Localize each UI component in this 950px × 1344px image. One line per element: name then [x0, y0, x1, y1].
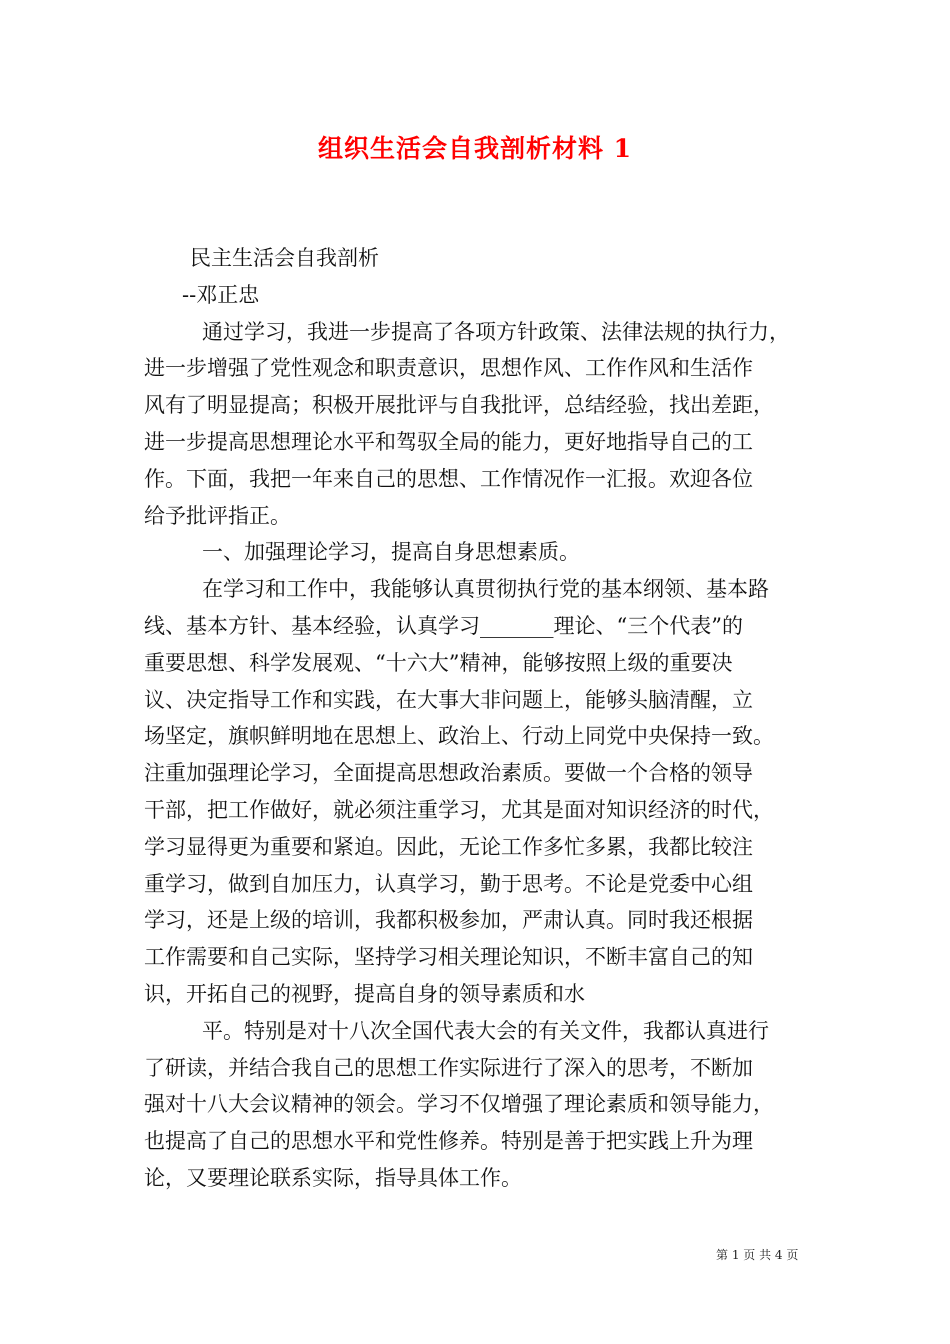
document-body [144, 240, 809, 1197]
paragraph-line: 强对十八大会议精神的领会。学习不仅增强了理论素质和领导能力， [144, 1092, 774, 1117]
paragraph-line: 平。特别是对十八次全国代表大会的有关文件，我都认真进行 [202, 1018, 769, 1043]
paragraph-line: 线、基本方针、基本经验，认真学习_______理论、“三个代表”的 [144, 613, 743, 638]
paragraph-line: 学习，还是上级的培训，我都积极参加，严肃认真。同时我还根据 [144, 908, 753, 933]
paragraph-line: 给予批评指正。 [144, 503, 291, 528]
paragraph-line: 工作需要和自己实际，坚持学习相关理论知识，不断丰富自己的知 [144, 945, 753, 970]
paragraph-line: 重要思想、科学发展观、“十六大”精神，能够按照上级的重要决 [144, 650, 733, 675]
author-line: --邓正忠 [182, 282, 260, 307]
paragraph-line: 场坚定，旗帜鲜明地在思想上、政治上、行动上同党中央保持一致。 [144, 724, 774, 749]
paragraph-line: 也提高了自己的思想水平和党性修养。特别是善于把实践上升为理 [144, 1129, 753, 1154]
paragraph-line: 风有了明显提高；积极开展批评与自我批评，总结经验，找出差距， [144, 393, 774, 418]
paragraph-line: 干部，把工作做好，就必须注重学习，尤其是面对知识经济的时代， [144, 797, 774, 822]
paragraph-line: 通过学习，我进一步提高了各项方针政策、法律法规的执行力， [202, 319, 790, 344]
page-number-footer: 第 1 页 共 4 页 [716, 1248, 799, 1262]
paragraph-line: 重学习，做到自加压力，认真学习，勤于思考。不论是党委中心组 [144, 871, 753, 896]
paragraph-line: 进一步提高思想理论水平和驾驭全局的能力，更好地指导自己的工 [144, 429, 753, 454]
paragraph-line: 议、决定指导工作和实践，在大事大非问题上，能够头脑清醒，立 [144, 687, 753, 712]
paragraph-line: 论，又要理论联系实际，指导具体工作。 [144, 1165, 522, 1190]
paragraph-line: 了研读，并结合我自己的思想工作实际进行了深入的思考，不断加 [144, 1055, 753, 1080]
paragraph-line: 注重加强理论学习，全面提高思想政治素质。要做一个合格的领导 [144, 761, 753, 786]
section-heading: 一、加强理论学习，提高自身思想素质。 [202, 540, 580, 565]
document-title: 组织生活会自我剖析材料 1 [317, 134, 633, 163]
paragraph-line: 进一步增强了党性观念和职责意识，思想作风、工作作风和生活作 [144, 356, 753, 381]
paragraph-line: 识，开拓自己的视野，提高自身的领导素质和水 [144, 981, 585, 1006]
paragraph-line: 学习显得更为重要和紧迫。因此，无论工作多忙多累，我都比较注 [144, 834, 753, 859]
paragraph-line: 作。下面，我把一年来自己的思想、工作情况作一汇报。欢迎各位 [144, 466, 753, 491]
subtitle-line: 民主生活会自我剖析 [190, 246, 379, 270]
paragraph-line: 在学习和工作中，我能够认真贯彻执行党的基本纲领、基本路 [202, 577, 769, 602]
